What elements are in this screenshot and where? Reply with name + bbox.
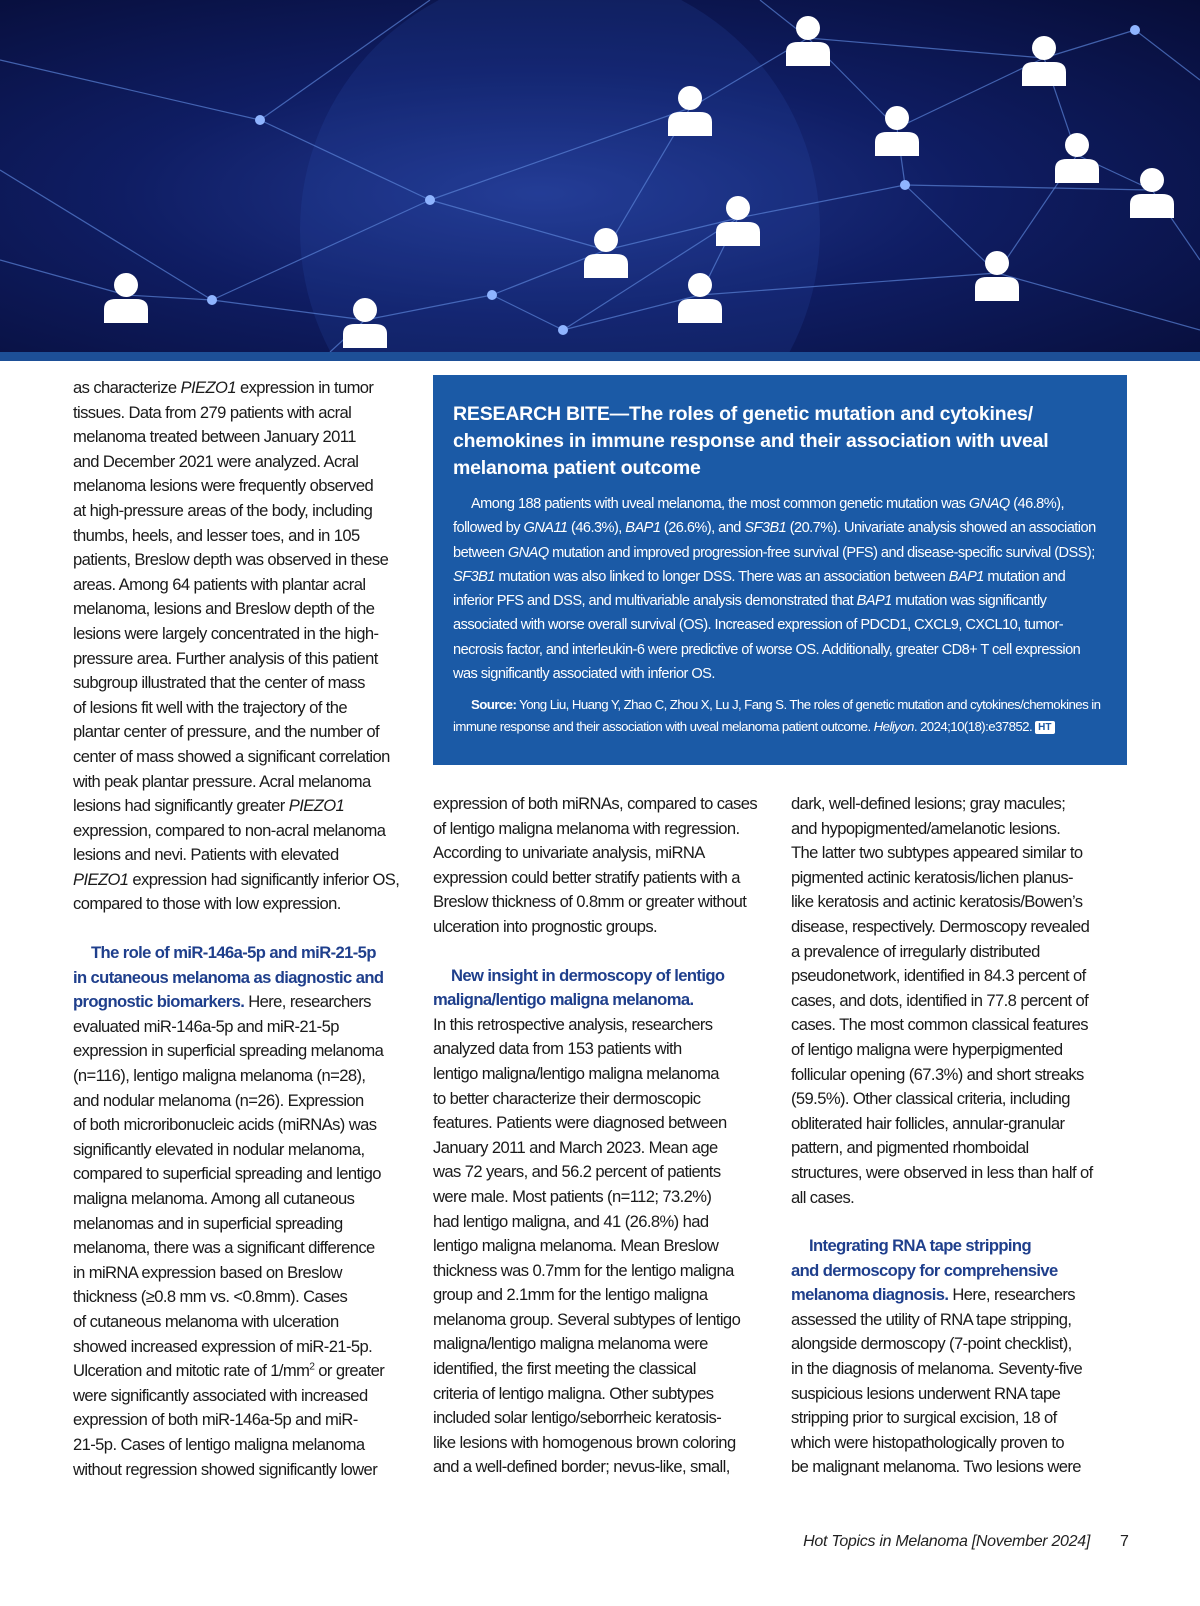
person-icon [1130, 168, 1174, 218]
journal-footer: Hot Topics in Melanoma [November 2024] [803, 1533, 1090, 1550]
network-line [905, 185, 1152, 190]
network-node [487, 290, 497, 300]
network-line [0, 260, 126, 295]
left-paragraph-1: as characterize PIEZO1 expression in tumor tissues. Data from 279 patients with acral melanoma treated between January 2011 and December 2021 were analyzed. Acral melanoma lesions were frequently observed at high-pressure areas of the body, including thumbs, heels, and lesser toes, and in 105 patients, Breslow depth was observed in these areas. Among 64 patients with plantar acral melanoma, lesions and Breslow depth of the lesions were largely concentrated in the high- pressure area. Further analysis of this patient subgroup illustrated that the center of mass of lesions fit well with the trajectory of the plantar center of pressure, and the number of center of mass showed a significant correlation with peak plantar pressure. Acral melanoma lesions had significantly greater PIEZO1 expression, compared to non-acral melanoma lesions and nevi. Patients with elevated PIEZO1 expression had significantly inferior OS, compared to those with low expression. [73, 378, 400, 914]
source-citation: Yong Liu, Huang Y, Zhao C, Zhou X, Lu J, Fang S. The roles of genetic mutation and cytokines/chemokines in immune response and their association with uveal melanoma patient outcome. Heliyon. 2024;10(18):e37852. [453, 697, 1101, 735]
network-line [0, 170, 212, 300]
left-column [73, 376, 418, 1482]
ht-logo-badge: HT [1035, 721, 1054, 734]
person-icon [1022, 36, 1066, 86]
section-text: In this retrospective analysis, researchers analyzed data from 153 patients with lentigo maligna/lentigo maligna melanoma to better characterize their dermoscopic features. Patients were diagnosed between January 2011 and March 2023. Mean age was 72 years, and 56.2 percent of patients were male. Most patients (n=112; 73.2%) had lentigo maligna, and 41 (26.8%) had lentigo maligna melanoma. Mean Breslow thickness was 0.7mm for the lentigo maligna group and 2.1mm for the lentigo maligna melanoma group. Several subtypes of lentigo maligna/lentigo maligna melanoma were identified, the first meeting the classical criteria of lentigo maligna. Other subtypes included solar lentigo/seborrheic keratosis- like lesions with homogenous brown coloring and a well-defined border; nevus-like, small, [433, 1014, 741, 1477]
section-lead: Here, researchers [948, 1285, 1075, 1305]
section-heading-rna: Integrating RNA tape stripping and dermoscopy for comprehensive melanoma diagnosis. [791, 1236, 1058, 1305]
middle-paragraph-1: expression of both miRNAs, compared to cases of lentigo maligna melanoma with regression. According to univariate analysis, miRNA expression could better stratify patients with a Breslow thickness of 0.8mm or greater without ulceration into prognostic groups. [433, 794, 758, 936]
network-node [1130, 25, 1140, 35]
network-line [997, 273, 1200, 330]
section-heading-mirna: The role of miR-146a-5p and miR-21-5p in cutaneous melanoma as diagnostic and prognostic biomarkers. [73, 943, 384, 1012]
person-icon [786, 16, 830, 66]
middle-column [433, 792, 773, 1480]
section-text: assessed the utility of RNA tape stripping, alongside dermoscopy (7-point checklist), in the diagnosis of melanoma. Seventy-five suspicious lesions underwent RNA tape stripping prior to surgical excision, 18 of which were histopathologically proven to be malignant melanoma. Two lesions were [791, 1309, 1083, 1477]
research-bite-title: RESEARCH BITE—The roles of genetic mutation and cytokines/ chemokines in immune response and their association with uveal melanoma patient outcome [453, 403, 1049, 479]
right-section-rna [791, 1234, 1131, 1480]
hero-divider [0, 352, 1200, 361]
right-column [791, 792, 1131, 1480]
network-node [207, 295, 217, 305]
network-line [897, 58, 1044, 128]
research-bite-body: Among 188 patients with uveal melanoma, the most common genetic mutation was GNAQ (46.8%), followed by GNA11 (46.3%), BAP1 (26.6%), and SF3B1 (20.7%). Univariate analysis showed an association between GNAQ mutation and improved progression-free survival (PFS) and disease-specific survival (DSS); SF3B1 mutation was also linked to longer DSS. There was an association between BAP1 mutation and inferior PFS and DSS, and multivariable analysis demonstrated that BAP1 mutation was significantly associated with worse overall survival (OS). Increased expression of PDCD1, CXCL9, CXCL10, tumor-necrosis factor, and interleukin-6 were predictive of worse OS. Additionally, greater CD8+ T cell expression was significantly associated with inferior OS. [453, 496, 1096, 683]
page-number: 7 [1120, 1533, 1129, 1550]
middle-section-dermoscopy [433, 964, 773, 1480]
research-bite-source [453, 694, 1105, 738]
left-section-miRNA [73, 941, 418, 1482]
network-line [905, 185, 997, 273]
research-bite-box [433, 375, 1127, 765]
person-icon [104, 273, 148, 323]
network-node [900, 180, 910, 190]
network-node [255, 115, 265, 125]
person-icon [1055, 133, 1099, 183]
network-node [558, 325, 568, 335]
network-node [425, 195, 435, 205]
network-line [1044, 30, 1135, 58]
right-paragraph-1: dark, well-defined lesions; gray macules; and hypopigmented/amelanotic lesions. The latter two subtypes appeared similar to pigmented actinic keratosis/lichen planus- like keratosis and actinic keratosis/Bowen’s disease, respectively. Dermoscopy revealed a prevalence of irregularly distributed pseudonetwork, identified in 84.3 percent of cases, and dots, identified in 77.8 percent of cases. The most common classical features of lentigo maligna were hyperpigmented follicular opening (67.3%) and short streaks (59.5%). Other classical criteria, including obliterated hair follicles, annular-granular pattern, and pigmented rhomboidal structures, were observed in less than half of all cases. [791, 794, 1093, 1207]
section-lead: Here, researchers [244, 992, 371, 1012]
network-line [0, 60, 260, 120]
hero-image [0, 0, 1200, 352]
network-line [1135, 30, 1200, 80]
network-line [808, 38, 1044, 58]
section-heading-dermoscopy: New insight in dermoscopy of lentigo maligna/lentigo maligna melanoma. [433, 965, 725, 1010]
people-network-icon [0, 0, 1200, 352]
section-text: evaluated miR-146a-5p and miR-21-5p expression in superficial spreading melanoma (n=116), lentigo maligna melanoma (n=28), and nodular melanoma (n=26). Expression of both microribonucleic acids (miRNAs) was significantly elevated in nodular melanoma, compared to superficial spreading and lentigo maligna melanoma. Among all cutaneous melanomas and in superficial spreading melanoma, there was a significant difference in miRNA expression based on Breslow thickness (≥0.8 mm vs. <0.8mm). Cases of cutaneous melanoma with ulceration showed increased expression of miR-21-5p. Ulceration and mitotic rate of $1/mm^2$ or greater were significantly associated with increased expression of both miR-146a-5p and miR- 21-5p. Cases of lentigo maligna melanoma without regression showed significantly lower [73, 1016, 385, 1479]
source-label: Source: [471, 697, 517, 713]
